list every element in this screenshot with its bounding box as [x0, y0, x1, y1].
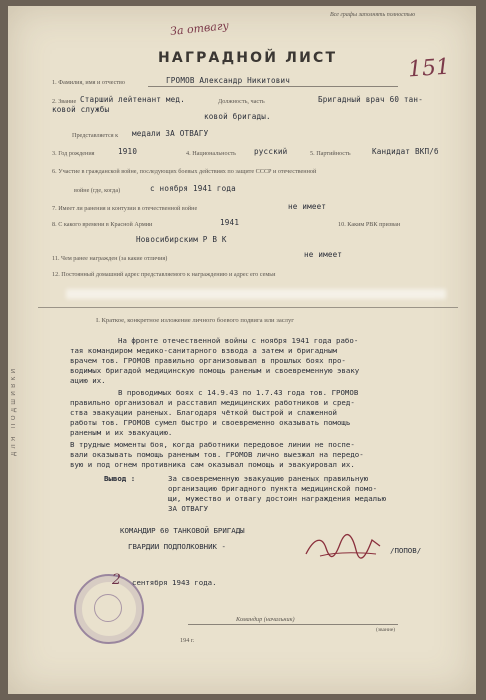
- field-value-party: Кандидат ВКП/б: [372, 147, 439, 156]
- footer-line: [188, 624, 398, 625]
- signature-title: КОМАНДИР 60 ТАНКОВОЙ БРИГАДЫ: [120, 526, 245, 535]
- body-line: В проводимых боях с 14.9.43 по 1.7.43 года тов. ГРОМОВ: [118, 388, 359, 397]
- field-value-position: Бригадный врач 60 тан-: [318, 95, 423, 104]
- body-line: В трудные моменты боя, когда работники передовое линии не поспе-: [70, 440, 355, 449]
- body-line: врачем тов. ГРОМОВ правильно организовывал в прошлых боях про-: [70, 356, 346, 365]
- binding-margin-text: ДЛЯ ПОДШИВКИ: [11, 365, 17, 456]
- field-label-wounds: 7. Имеет ли ранения и контузии в отечественной войне: [52, 205, 198, 212]
- field-label-position: Должность, часть: [218, 98, 265, 105]
- field-label-nationality: 4. Национальность: [186, 150, 236, 157]
- award-sheet: [8, 6, 476, 694]
- body-line: работы тов. ГРОМОВ сумел быстро и своевременно оказывать помощь: [70, 418, 351, 427]
- field-label-fio: 1. Фамилия, имя и отчество: [52, 79, 126, 86]
- field-label-rvk: 10. Каким РВК призван: [338, 221, 401, 228]
- field-value-rank: Старший лейтенант мед.: [80, 95, 185, 104]
- body-line: тая командиром медико-санитарного взвода а затем и бригадным: [70, 346, 337, 355]
- handwritten-annotation: За отвагу: [169, 18, 230, 39]
- handwritten-number: 151: [407, 54, 451, 83]
- conclusion-line: ЗА ОТВАГУ: [168, 504, 209, 513]
- footer-year: 194 г.: [180, 637, 195, 644]
- field-value-nationality: русский: [254, 147, 288, 156]
- body-line: водимых бригадой медицинскую помощь раненым и своевременную эваку: [70, 366, 360, 375]
- field-label-address: 12. Постоянный домашний адрес представляемого к награждению и адрес его семьи: [52, 271, 276, 278]
- corner-note: Все графы заполнять полностью: [330, 12, 416, 18]
- field-label-army-since: 8. С какого времени в Красной Армии: [52, 221, 153, 228]
- field-label-war-cont: войне (где, когда): [74, 187, 121, 194]
- field-label-present: Представляется к: [72, 132, 119, 139]
- field-value-fio: ГРОМОВ Александр Никитович: [166, 76, 291, 85]
- field-value-birthyear: 1910: [118, 147, 138, 156]
- signature-date: сентября 1943 года.: [132, 578, 217, 587]
- body-line: ацию их.: [70, 376, 106, 385]
- body-line: вую и под огнем противника сам оказывал помощь и эвакуировал их.: [70, 460, 355, 469]
- redacted-address: [66, 289, 446, 299]
- body-line: правильно организовал и расставил медицинских работников и сред-: [70, 398, 355, 407]
- section-heading: I. Краткое, конкретное изложение личного боевого подвига или заслуг: [96, 317, 294, 324]
- field-value-army-since: 1941: [220, 218, 240, 227]
- conclusion-line: организацию бригадного пункта медицинской помо-: [168, 484, 378, 493]
- body-line: ства эвакуации раненых. Благодаря чёткой быстрой и слаженной: [70, 408, 337, 417]
- field-label-prior-awards: 11. Чем ранее награжден (за какие отличия): [52, 255, 168, 262]
- date-day: 2: [112, 572, 121, 588]
- page-title: НАГРАДНОЙ ЛИСТ: [158, 50, 338, 66]
- body-line: раненым и их эвакуацию.: [70, 428, 173, 437]
- divider: [148, 86, 398, 87]
- field-label-rank: 2. Звание: [52, 98, 77, 105]
- conclusion-label: Вывод :: [104, 474, 136, 483]
- field-label-birthyear: 3. Год рождения: [52, 150, 95, 157]
- field-value-wounds: не имеет: [288, 202, 327, 211]
- field-value-war: с ноября 1941 года: [150, 184, 236, 193]
- section-divider: [38, 307, 458, 308]
- footer-commander-label: Командир (начальник): [236, 616, 295, 623]
- footer-rank-label: (звание): [376, 627, 396, 633]
- field-value-rvk: Новосибирским Р В К: [136, 235, 227, 244]
- handwritten-signature: [300, 526, 386, 566]
- conclusion-line: За своевременную эвакуацию раненых правильную: [168, 474, 369, 483]
- body-line: вали оказывать помощь раненым тов. ГРОМОВ лично выезжал на передо-: [70, 450, 364, 459]
- field-value-rank-cont: ковой службы: [52, 105, 110, 114]
- conclusion-line: щи, мужество и отвагу достоин награждения медалью: [168, 494, 387, 503]
- signature-name: /ПОПОВ/: [390, 546, 422, 555]
- field-label-war: 6. Участие в гражданской войне, последующих боевых действиях по защите СССР и отечественной: [52, 168, 317, 175]
- signature-rank: ГВАРДИИ ПОДПОЛКОВНИК -: [128, 542, 226, 551]
- field-value-present: медали ЗА ОТВАГУ: [132, 129, 209, 138]
- body-line: На фронте отечественной войны с ноября 1941 года рабо-: [118, 336, 359, 345]
- field-label-party: 5. Партийность: [310, 150, 351, 157]
- field-value-position-cont: ковой бригады.: [204, 112, 271, 121]
- field-value-prior-awards: не имеет: [304, 250, 343, 259]
